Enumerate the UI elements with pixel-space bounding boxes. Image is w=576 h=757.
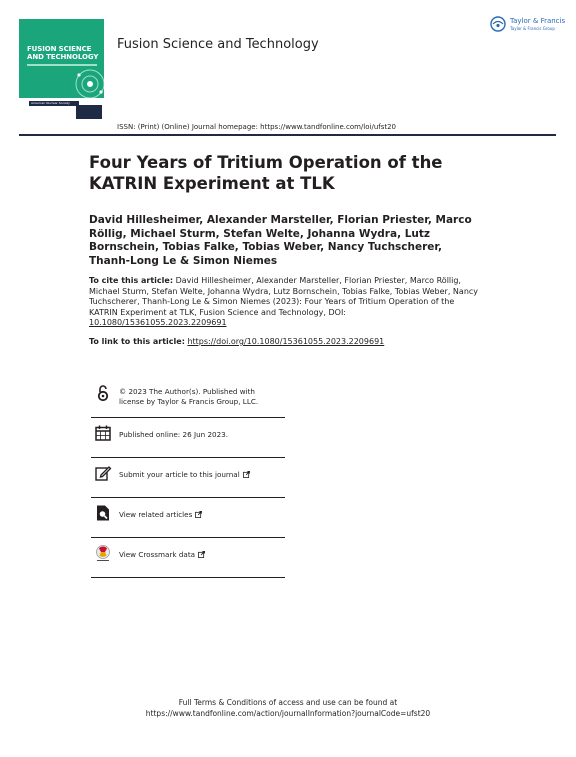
crossmark-link[interactable] (119, 550, 279, 560)
crossmark-icon (94, 544, 112, 562)
related-articles-link[interactable] (119, 510, 279, 520)
list-item-crossmark[interactable] (91, 538, 285, 578)
cover-issue-box (76, 105, 102, 119)
cover-publisher-band: American Nuclear Society (29, 101, 79, 106)
article-doi-link[interactable]: https://doi.org/10.1080/15361055.2023.2209691 (187, 337, 385, 346)
citation-doi-link[interactable]: 10.1080/15361055.2023.2209691 (89, 318, 227, 327)
calendar-icon (94, 424, 112, 442)
submit-article-label: Submit your article to this journal (119, 470, 240, 479)
article-title: Four Years of Tritium Operation of the KATRIN Experiment at TLK (89, 153, 443, 193)
article-authors: David Hillesheimer, Alexander Marsteller, Florian Priester, Marco Röllig, Michael Sturm, Stefan Welte, Johanna Wydra, Lutz Bornschein, Tobias Falke, Tobias Weber, Nancy Tuchscherer, Thanh-Long Le & Simon Niemes (89, 214, 472, 267)
list-item-license (91, 378, 285, 418)
license-text: © 2023 The Author(s). Published with license by Taylor & Francis Group, LLC. (119, 387, 259, 406)
terms-footer (0, 697, 576, 719)
article-link-label: To link to this article: (89, 337, 185, 346)
list-item-submit[interactable] (91, 458, 285, 498)
header-divider (19, 134, 556, 136)
citation-label: To cite this article: (89, 276, 174, 285)
published-date-text: Published online: 26 Jun 2023. (119, 430, 229, 439)
terms-footer-line1: Full Terms & Conditions of access and use can be found at (178, 698, 398, 707)
article-link-block (89, 337, 489, 346)
cover-title: FUSION SCIENCE AND TECHNOLOGY (27, 45, 99, 61)
edit-icon (94, 464, 112, 482)
issn-homepage-line[interactable]: ISSN: (Print) (Online) Journal homepage: https://www.tandfonline.com/loi/ufst20 (117, 123, 397, 131)
list-item-published (91, 418, 285, 458)
external-link-icon (195, 511, 202, 518)
search-document-icon (94, 504, 112, 522)
list-item-related[interactable] (91, 498, 285, 538)
article-actions-list (91, 378, 285, 578)
open-access-lock-icon (94, 384, 112, 402)
terms-footer-url[interactable]: https://www.tandfonline.com/action/journalInformation?journalCode=ufst20 (145, 709, 431, 718)
submit-article-link[interactable] (119, 470, 279, 480)
citation-block (89, 276, 479, 329)
taylor-francis-logo-icon (490, 16, 506, 32)
journal-cover-image[interactable] (19, 19, 104, 131)
journal-name[interactable]: Fusion Science and Technology (117, 37, 319, 52)
related-articles-label: View related articles (119, 510, 193, 519)
external-link-icon (198, 551, 205, 558)
publisher-group: Taylor & Francis Group (510, 26, 555, 31)
taylor-francis-logo[interactable] (490, 16, 566, 34)
citation-text: David Hillesheimer, Alexander Marsteller, Florian Priester, Marco Röllig, Michael Sturm, Stefan Welte, Johanna Wydra, Lutz Bornschein, Tobias Falke, Tobias Weber, Nancy Tuchscherer, Thanh-Long Le & Simon Niemes (2023): Four Years of Tritium Operation of the KATRIN Experiment at TLK, Fusion Science and Technology, DOI: (89, 276, 479, 317)
crossmark-label: View Crossmark data (119, 550, 196, 559)
external-link-icon (243, 471, 250, 478)
publisher-name: Taylor & Francis (510, 17, 566, 25)
